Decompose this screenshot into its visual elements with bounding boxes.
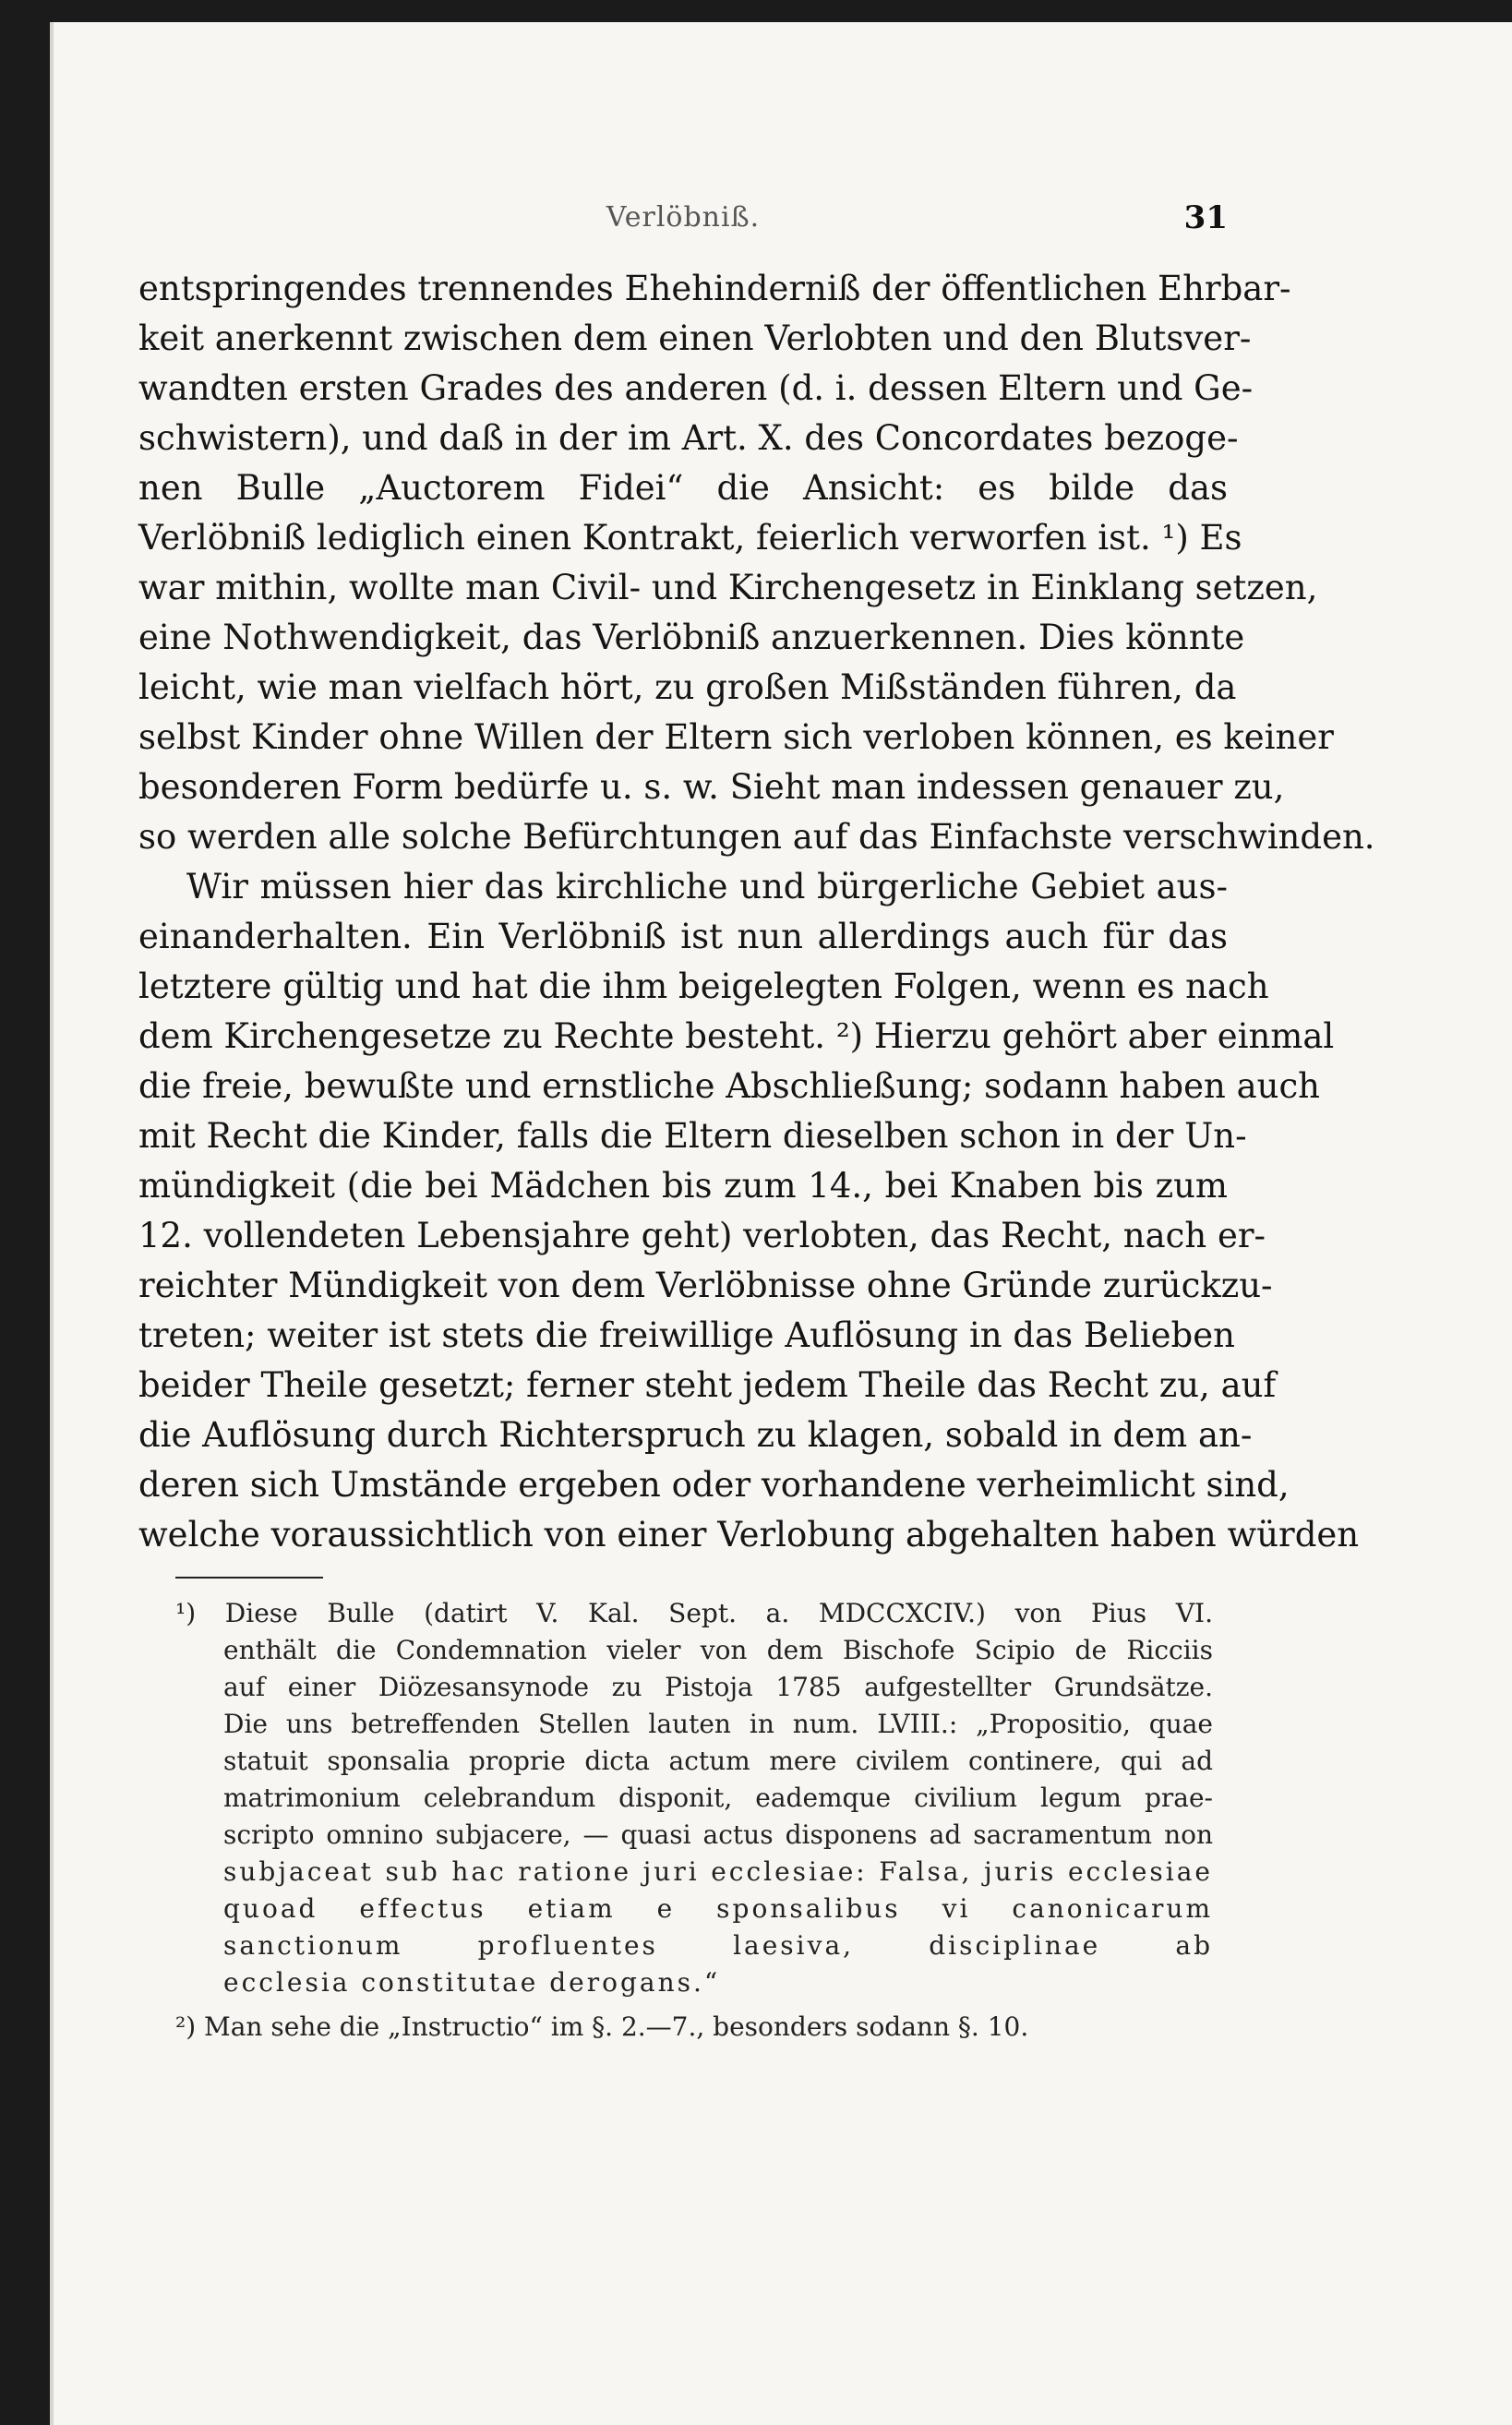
text-line: besonderen Form bedürfe u. s. w. Sieht man indessen genauer zu, — [138, 767, 1285, 807]
text-line: wandten ersten Grades des anderen (d. i. dessen Eltern und Ge- — [138, 368, 1254, 408]
text-line: beider Theile gesetzt; ferner steht jedem Theile das Recht zu, auf — [138, 1365, 1277, 1405]
text-line: eine Nothwendigkeit, das Verlöbniß anzuerkennen. Dies könnte — [138, 618, 1245, 657]
text-line: nen Bulle „Auctorem Fidei“ die Ansicht: es bilde das — [138, 468, 1228, 508]
footnote-line: matrimonium celebrandum disponit, eademque civilium legum prae- — [223, 1783, 1213, 1813]
text-line: war mithin, wollte man Civil- und Kirchengesetz in Einklang setzen, — [138, 568, 1318, 607]
footnote-line: auf einer Diözesansynode zu Pistoja 1785 aufgestellter Grundsätze. — [223, 1672, 1213, 1702]
text-line: Verlöbniß lediglich einen Kontrakt, feierlich verworfen ist. ¹) Es — [138, 518, 1242, 558]
running-head: Verlöbniß. — [606, 201, 761, 234]
text-line: keit anerkennt zwischen dem einen Verlobten und den Blutsver- — [138, 318, 1252, 358]
text-line: letztere gültig und hat die ihm beigelegten Folgen, wenn es nach — [138, 966, 1269, 1006]
main-text — [138, 264, 1375, 1560]
text-line: mündigkeit (die bei Mädchen bis zum 14., bei Knaben bis zum — [138, 1166, 1228, 1206]
text-line: deren sich Umstände ergeben oder vorhandene verheimlicht sind, — [138, 1465, 1290, 1505]
text-line: treten; weiter ist stets die freiwillige Auflösung in das Belieben — [138, 1315, 1235, 1355]
page-header — [138, 201, 1228, 238]
text-line: Wir müssen hier das kirchliche und bürgerliche Gebiet aus- — [186, 867, 1228, 906]
footnotes — [175, 1595, 1213, 2046]
footnote-rule — [175, 1577, 323, 1579]
footnote-line: subjaceat sub hac ratione juri ecclesiae: Falsa, juris ecclesiae — [223, 1856, 1213, 1887]
page-edge — [50, 22, 54, 2425]
text-line: reichter Mündigkeit von dem Verlöbnisse ohne Gründe zurückzu- — [138, 1266, 1273, 1305]
text-line: selbst Kinder ohne Willen der Eltern sich verloben können, es keiner — [138, 717, 1334, 757]
footnote-line: statuit sponsalia proprie dicta actum mere civilem continere, qui ad — [223, 1746, 1213, 1776]
text-line: mit Recht die Kinder, falls die Eltern dieselben schon in der Un- — [138, 1116, 1247, 1156]
text-line: 12. vollendeten Lebensjahre geht) verlobten, das Recht, nach er- — [138, 1216, 1266, 1255]
text-line: die freie, bewußte und ernstliche Abschließung; sodann haben auch — [138, 1066, 1321, 1106]
footnote-line: Die uns betreffenden Stellen lauten in num. LVIII.: „Propositio, quae — [223, 1709, 1213, 1739]
text-line: einanderhalten. Ein Verlöbniß ist nun allerdings auch für das — [138, 917, 1228, 956]
text-line: schwistern), und daß in der im Art. X. des Concordates bezoge- — [138, 418, 1239, 458]
footnote-2: ²) Man sehe die „Instructio“ im §. 2.—7., besonders sodann §. 10. — [175, 2011, 1029, 2042]
text-line: entspringendes trennendes Ehehinderniß der öffentlichen Ehrbar- — [138, 269, 1291, 308]
text-line: dem Kirchengesetze zu Rechte besteht. ²) Hierzu gehört aber einmal — [138, 1016, 1335, 1056]
footnote-line: ¹) Diese Bulle (datirt V. Kal. Sept. a. MDCCXCIV.) von Pius VI. — [175, 1598, 1213, 1628]
footnote-line: ecclesia constitutae derogans.“ — [223, 1967, 721, 1998]
footnote-line: enthält die Condemnation vieler von dem Bischofe Scipio de Ricciis — [223, 1635, 1213, 1665]
text-line: welche voraussichtlich von einer Verlobung abgehalten haben würden — [138, 1515, 1360, 1555]
footnote-line: scripto omnino subjacere, — quasi actus disponens ad sacramentum non — [223, 1819, 1213, 1850]
footnote-line: quoad effectus etiam e sponsalibus vi canonicarum — [223, 1893, 1213, 1924]
text-line: leicht, wie man vielfach hört, zu großen Mißständen führen, da — [138, 667, 1237, 707]
footnote-line: sanctionum profluentes laesiva, disciplinae ab — [223, 1930, 1213, 1961]
page-number: 31 — [1183, 199, 1228, 236]
text-line: die Auflösung durch Richterspruch zu klagen, sobald in dem an- — [138, 1415, 1253, 1455]
text-line: so werden alle solche Befürchtungen auf das Einfachste verschwinden. — [138, 817, 1375, 857]
